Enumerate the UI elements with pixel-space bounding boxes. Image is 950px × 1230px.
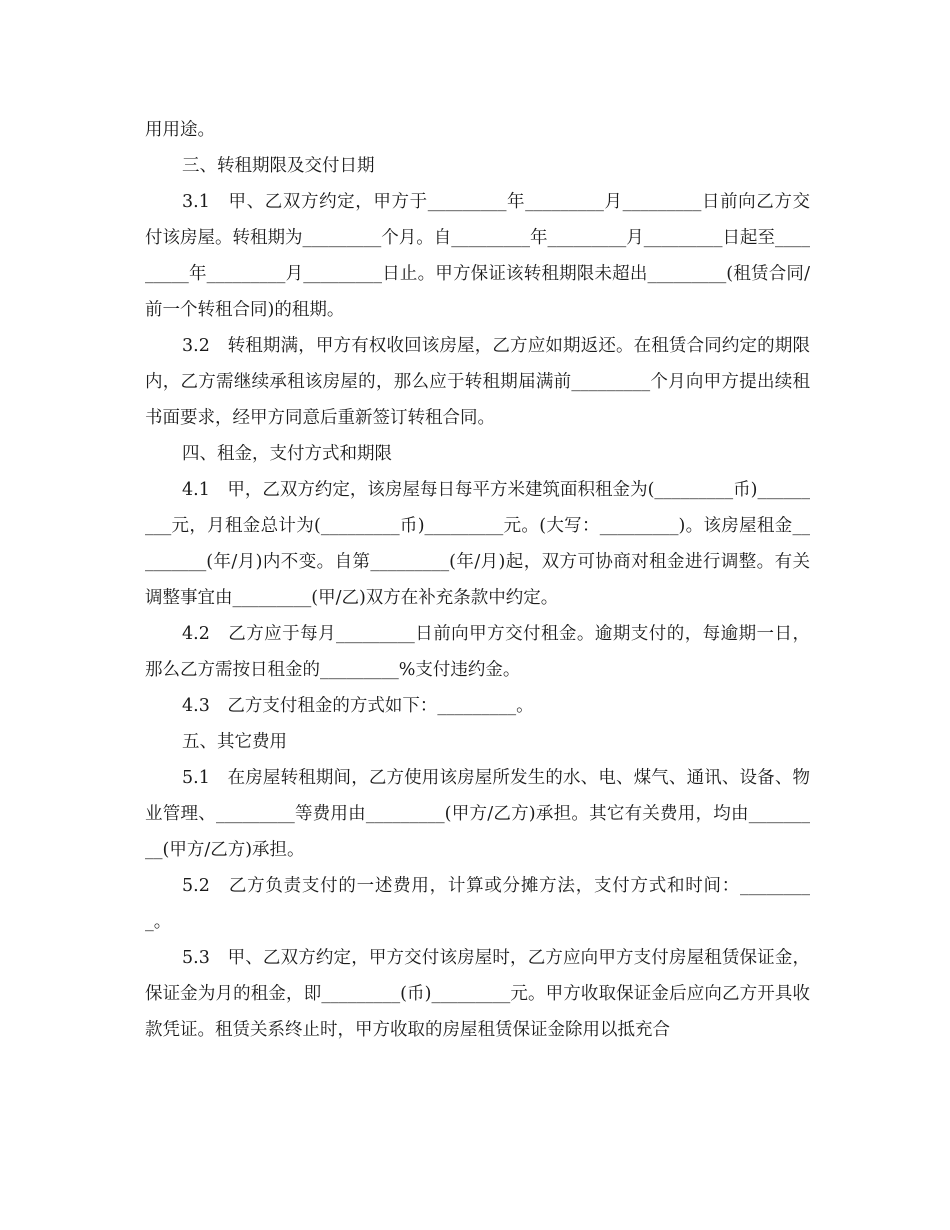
section-heading-4: 四、租金，支付方式和期限 xyxy=(182,444,392,464)
clause-5-2: 5.2 乙方负责支付的一述费用，计算或分摊方法，支付方式和时间：_________。 xyxy=(145,876,810,932)
paragraph-usage-end: 用用途。 xyxy=(145,120,215,140)
clause-5-1: 5.1 在房屋转租期间，乙方使用该房屋所发生的水、电、煤气、通讯、设备、物业管理、_________等费用由_________(甲方/乙方)承担。其它有关费用，均由_________(甲方/乙方)承担。 xyxy=(145,768,810,860)
section-heading-3: 三、转租期限及交付日期 xyxy=(182,156,375,176)
section-heading-5: 五、其它费用 xyxy=(182,732,287,752)
clause-5-3: 5.3 甲、乙双方约定，甲方交付该房屋时，乙方应向甲方支付房屋租赁保证金，保证金为月的租金，即_________(币)_________元。甲方收取保证金后应向乙方开具收款凭证。租赁关系终止时，甲方收取的房屋租赁保证金除用以抵充合 xyxy=(145,948,810,1040)
clause-3-2: 3.2 转租期满，甲方有权收回该房屋，乙方应如期返还。在租赁合同约定的期限内，乙方需继续承租该房屋的，那么应于转租期届满前_________个月向甲方提出续租书面要求，经甲方同意后重新签订转租合同。 xyxy=(145,336,810,428)
clause-4-2: 4.2 乙方应于每月_________日前向甲方交付租金。逾期支付的，每逾期一日，那么乙方需按日租金的_________%支付违约金。 xyxy=(145,624,810,680)
clause-4-1: 4.1 甲，乙双方约定，该房屋每日每平方米建筑面积租金为(_________币)_________元，月租金总计为(_________币)_________元。(大写：_________)。该房屋租金_________(年/月)内不变。自第_________(年/月)起，双方可协商对租金进行调整。有关调整事宜由_________(甲/乙)双方在补充条款中约定。 xyxy=(145,480,810,608)
clause-3-1: 3.1 甲、乙双方约定，甲方于_________年_________月_________日前向乙方交付该房屋。转租期为_________个月。自_________年_________月_________日起至_________年_________月_________日止。甲方保证该转租期限未超出_________(租赁合同/前一个转租合同)的租期。 xyxy=(145,192,810,320)
clause-4-3: 4.3 乙方支付租金的方式如下：_________。 xyxy=(182,696,534,716)
document-body xyxy=(145,112,810,1048)
